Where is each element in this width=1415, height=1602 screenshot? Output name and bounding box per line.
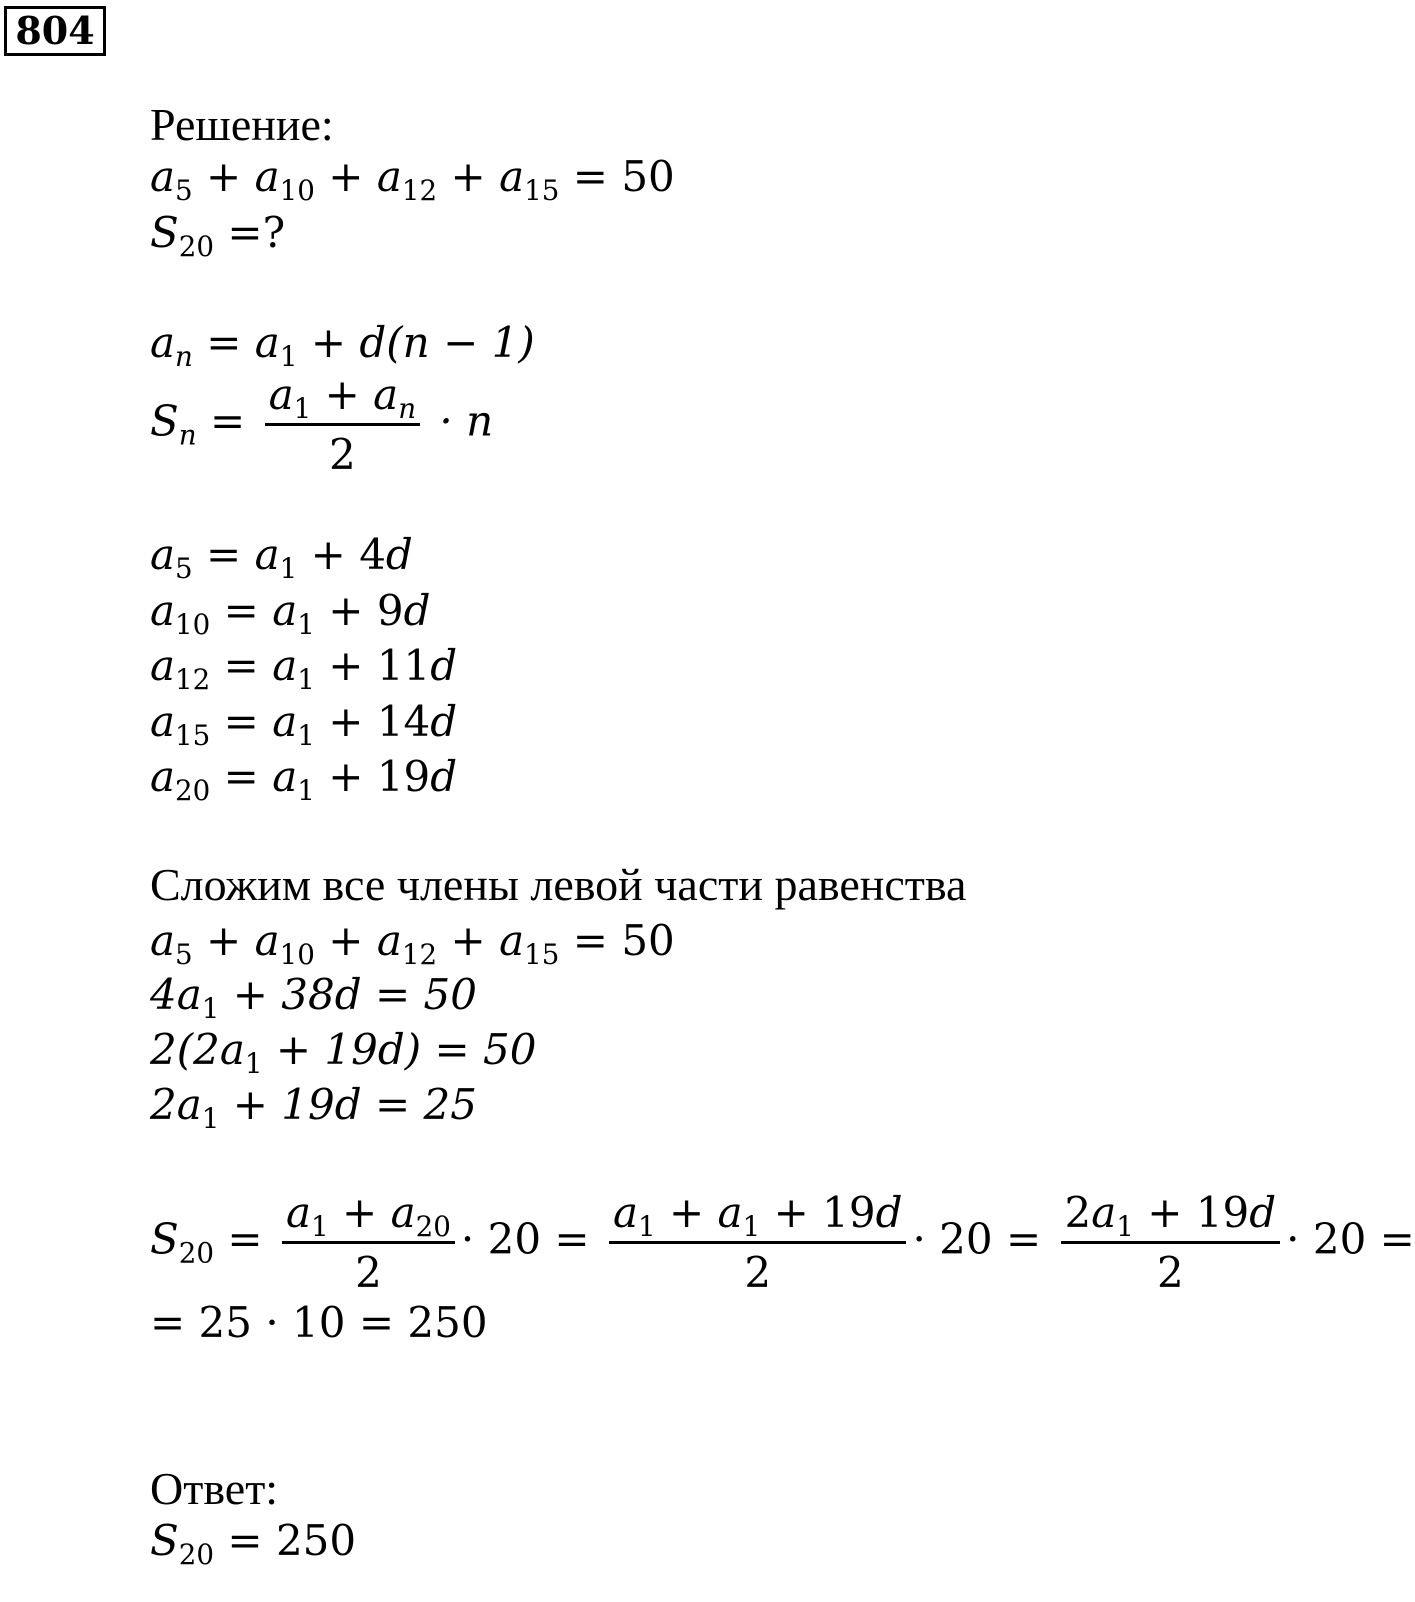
formula-nth-term: $a_n = a_1 + d(n - 1)$ bbox=[150, 318, 535, 373]
fraction: $\frac{2a_1 + 19d}{2}$ bbox=[1061, 1188, 1281, 1297]
term-row: $a_5 = a_1 + 4d$ bbox=[150, 530, 413, 585]
answer-value: $S_{20} = 250$ bbox=[150, 1516, 357, 1571]
term-row: $a_{10} = a_1 + 9d$ bbox=[150, 586, 431, 641]
sum-description: Сложим все члены левой части равенства bbox=[150, 859, 967, 910]
answer-label: Ответ: bbox=[150, 1463, 279, 1514]
sum-step: $2(2a_1 + 19d) = 50$ bbox=[150, 1025, 537, 1080]
given-equation: $a_5 + a_{10} + a_{12} + a_{15} = 50$ bbox=[150, 152, 675, 207]
formula-sum: $S_n$ = $\frac{a_1 + a_n}{2}$ · n bbox=[150, 370, 494, 479]
fraction: $\frac{a_1 + a_{20}}{2}$ bbox=[282, 1188, 455, 1297]
sum-step: $a_5 + a_{10} + a_{12} + a_{15} = 50$ bbox=[150, 916, 675, 971]
find-statement: $S_{20}$ =? bbox=[150, 208, 286, 263]
fraction: $\frac{a_1 + a_n}{2}$ bbox=[265, 370, 421, 479]
problem-number: 804 bbox=[4, 6, 106, 56]
final-result: = 25 · 10 = 250 bbox=[150, 1298, 488, 1347]
term-row: $a_{20} = a_1 + 19d$ bbox=[150, 752, 458, 807]
sum-step: $4a_1 + 38d = 50$ bbox=[150, 970, 477, 1025]
fraction: $\frac{a_1 + a_1 + 19d}{2}$ bbox=[609, 1188, 907, 1297]
term-row: $a_{15} = a_1 + 14d$ bbox=[150, 697, 458, 752]
term-row: $a_{12} = a_1 + 11d$ bbox=[150, 641, 458, 696]
sum-step: $2a_1 + 19d = 25$ bbox=[150, 1080, 477, 1135]
final-computation: $S_{20}$ = $\frac{a_1 + a_{20}}{2}$ · 20 = $\frac{a_1 + a_1 + 19d}{2}$ · 20 = $\frac{2a_1 + 19d}{2}$ · 20 = bbox=[150, 1188, 1415, 1297]
solution-label: Решение: bbox=[150, 99, 334, 150]
